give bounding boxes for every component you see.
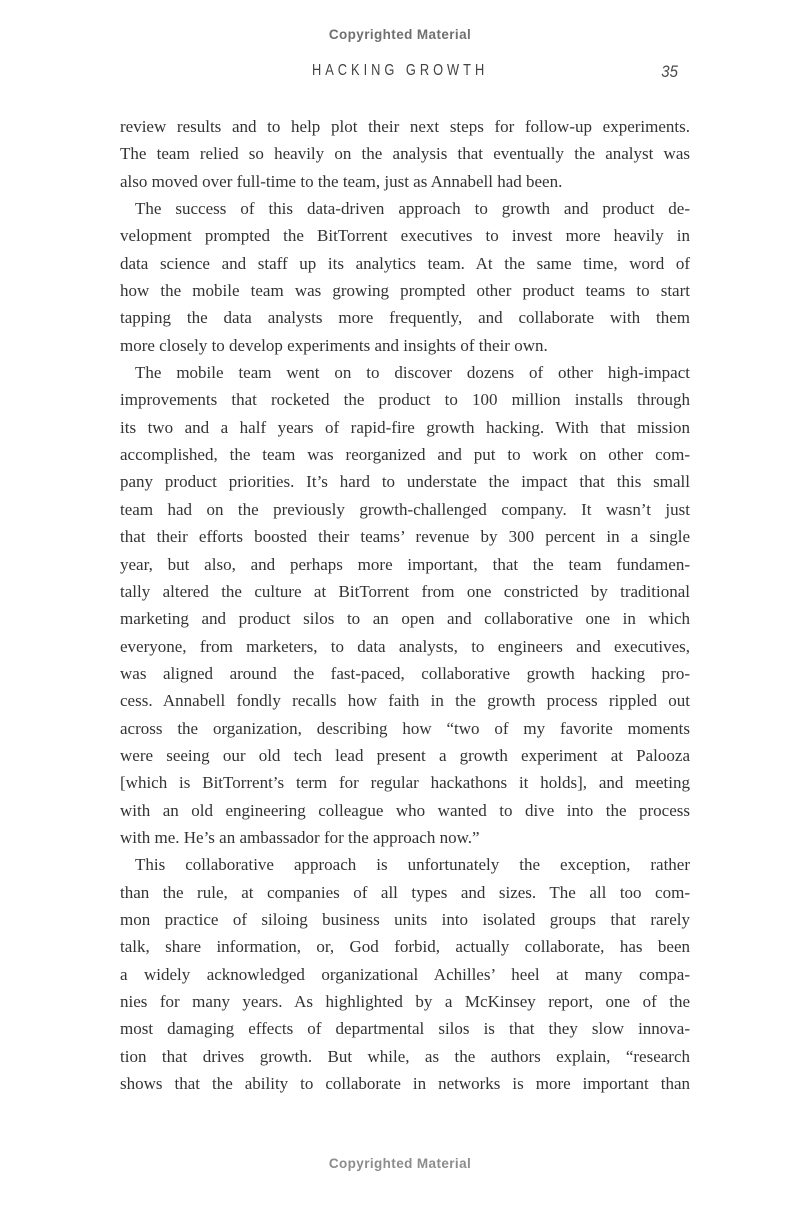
paragraph xyxy=(120,113,690,195)
text-line: with me. He’s an ambassador for the approach now.” xyxy=(120,827,480,847)
text-line: than the rule, at companies of all types and sizes. The all too com- xyxy=(120,882,690,902)
text-line: everyone, from marketers, to data analysts, to engineers and executives, xyxy=(120,636,690,656)
text-line: with an old engineering colleague who wanted to dive into the process xyxy=(120,800,690,820)
text-line: tally altered the culture at BitTorrent from one constricted by traditional xyxy=(120,581,690,601)
text-line: nies for many years. As highlighted by a McKinsey report, one of the xyxy=(120,992,690,1011)
page-number: 35 xyxy=(661,62,678,81)
text-line: accomplished, the team was reorganized and put to work on other com- xyxy=(120,445,690,465)
text-line: marketing and product silos to an open and collaborative one in which xyxy=(120,609,690,629)
text-line: team had on the previously growth-challenged company. It wasn’t just xyxy=(120,499,690,519)
copyright-notice-top: Copyrighted Material xyxy=(328,27,472,42)
copyright-notice-bottom: Copyrighted Material xyxy=(328,1156,472,1171)
text-line: The success of this data-driven approach to growth and product de- xyxy=(135,199,690,219)
paragraph xyxy=(120,851,690,1097)
text-line: The mobile team went on to discover dozens of other high-impact xyxy=(135,363,690,383)
text-line: was aligned around the fast-paced, collaborative growth hacking pro- xyxy=(120,663,690,683)
text-line: velopment prompted the BitTorrent executives to invest more heavily in xyxy=(120,226,690,246)
text-line: data science and staff up its analytics team. At the same time, word of xyxy=(120,253,690,273)
text-line: most damaging effects of departmental silos is that they slow innova- xyxy=(120,1019,690,1039)
text-line: how the mobile team was growing prompted other product teams to start xyxy=(120,281,690,301)
text-line: tapping the data analysts more frequently, and collaborate with them xyxy=(120,308,690,328)
text-line: shows that the ability to collaborate in networks is more important than xyxy=(120,1074,690,1094)
text-line: The team relied so heavily on the analysis that eventually the analyst was xyxy=(120,144,690,164)
text-line: also moved over full-time to the team, just as Annabell had been. xyxy=(120,171,563,191)
text-line: year, but also, and perhaps more important, that the team fundamen- xyxy=(120,554,690,574)
text-line: review results and to help plot their next steps for follow-up experiments. xyxy=(120,117,690,136)
paragraph xyxy=(120,195,690,359)
text-line: across the organization, describing how “two of my favorite moments xyxy=(120,718,690,738)
text-line: its two and a half years of rapid-fire growth hacking. With that mission xyxy=(120,417,690,437)
text-line: were seeing our old tech lead present a growth experiment at Palooza xyxy=(120,745,690,765)
text-line: more closely to develop experiments and insights of their own. xyxy=(120,335,548,355)
text-line: talk, share information, or, God forbid, actually collaborate, has been xyxy=(120,937,690,957)
text-line: mon practice of siloing business units into isolated groups that rarely xyxy=(120,909,690,929)
text-line: This collaborative approach is unfortunately the exception, rather xyxy=(135,855,690,875)
text-line: cess. Annabell fondly recalls how faith in the growth process rippled out xyxy=(120,691,690,711)
text-line: improvements that rocketed the product to 100 million installs through xyxy=(120,390,690,410)
text-line: a widely acknowledged organizational Achilles’ heel at many compa- xyxy=(120,964,690,984)
text-line: pany product priorities. It’s hard to understate the impact that this small xyxy=(120,472,690,492)
running-head xyxy=(0,62,800,84)
text-line: [which is BitTorrent’s term for regular hackathons it holds], and meeting xyxy=(120,773,690,793)
page-body xyxy=(120,113,690,1097)
text-line: that their efforts boosted their teams’ revenue by 300 percent in a single xyxy=(120,527,690,547)
text-line: tion that drives growth. But while, as the authors explain, “research xyxy=(120,1046,690,1066)
paragraph xyxy=(120,359,690,851)
book-title: HACKING GROWTH xyxy=(311,62,489,79)
